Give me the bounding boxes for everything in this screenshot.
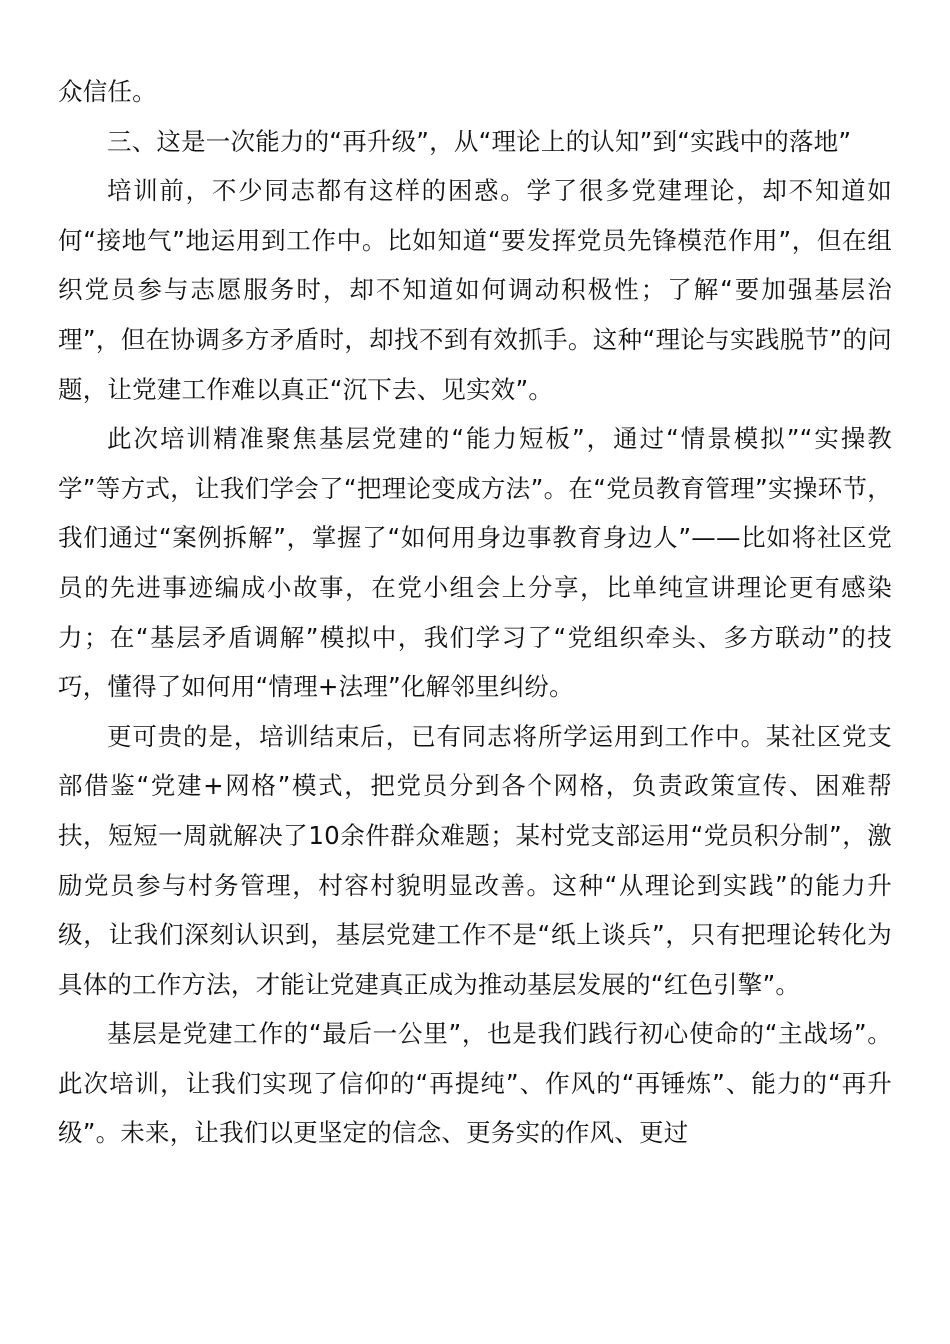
paragraph-training-focus: 此次培训精准聚焦基层党建的“能力短板”，通过“情景模拟”“实操教学”等方式，让我们学会了“把理论变成方法”。在“党员教育管理”实操环节，我们通过“案例拆解”，掌握了“如何用身边事教育身边人”——比如将社区党员的先进事迹编成小故事，在党小组会上分享，比单纯宣讲理论更有感染力；在“基层矛盾调解”模拟中，我们学习了“党组织牵头、多方联动”的技巧，懂得了如何用“情理+法理”化解邻里纠纷。 — [58, 424, 892, 702]
section-heading-three: 三、这是一次能力的“再升级”，从“理论上的认知”到“实践中的落地” — [107, 126, 852, 156]
paragraph-conclusion: 基层是党建工作的“最后一公里”，也是我们践行初心使命的“主战场”。此次培训，让我们实现了信仰的“再提纯”、作风的“再锤炼”、能力的“再升级”。未来，让我们以更坚定的信念、更务实的作风、更过 — [58, 1019, 892, 1148]
paragraph-continuation: 众信任。 — [58, 77, 157, 106]
document-body — [58, 67, 892, 1158]
paragraph-after-training: 更可贵的是，培训结束后，已有同志将所学运用到工作中。某社区党支部借鉴“党建+网格”模式，把党员分到各个网格，负责政策宣传、困难帮扶，短短一周就解决了10余件群众难题；某村党支部运用“党员积分制”，激励党员参与村务管理，村容村貌明显改善。这种“从理论到实践”的能力升级，让我们深刻认识到，基层党建工作不是“纸上谈兵”，只有把理论转化为具体的工作方法，才能让党建真正成为推动基层发展的“红色引擎”。 — [58, 721, 892, 999]
paragraph-before-training: 培训前，不少同志都有这样的困惑。学了很多党建理论，却不知道如何“接地气”地运用到工作中。比如知道“要发挥党员先锋模范作用”，但在组织党员参与志愿服务时，却不知道如何调动积极性；了解“要加强基层治理”，但在协调多方矛盾时，却找不到有效抓手。这种“理论与实践脱节”的问题，让党建工作难以真正“沉下去、见实效”。 — [58, 176, 892, 404]
